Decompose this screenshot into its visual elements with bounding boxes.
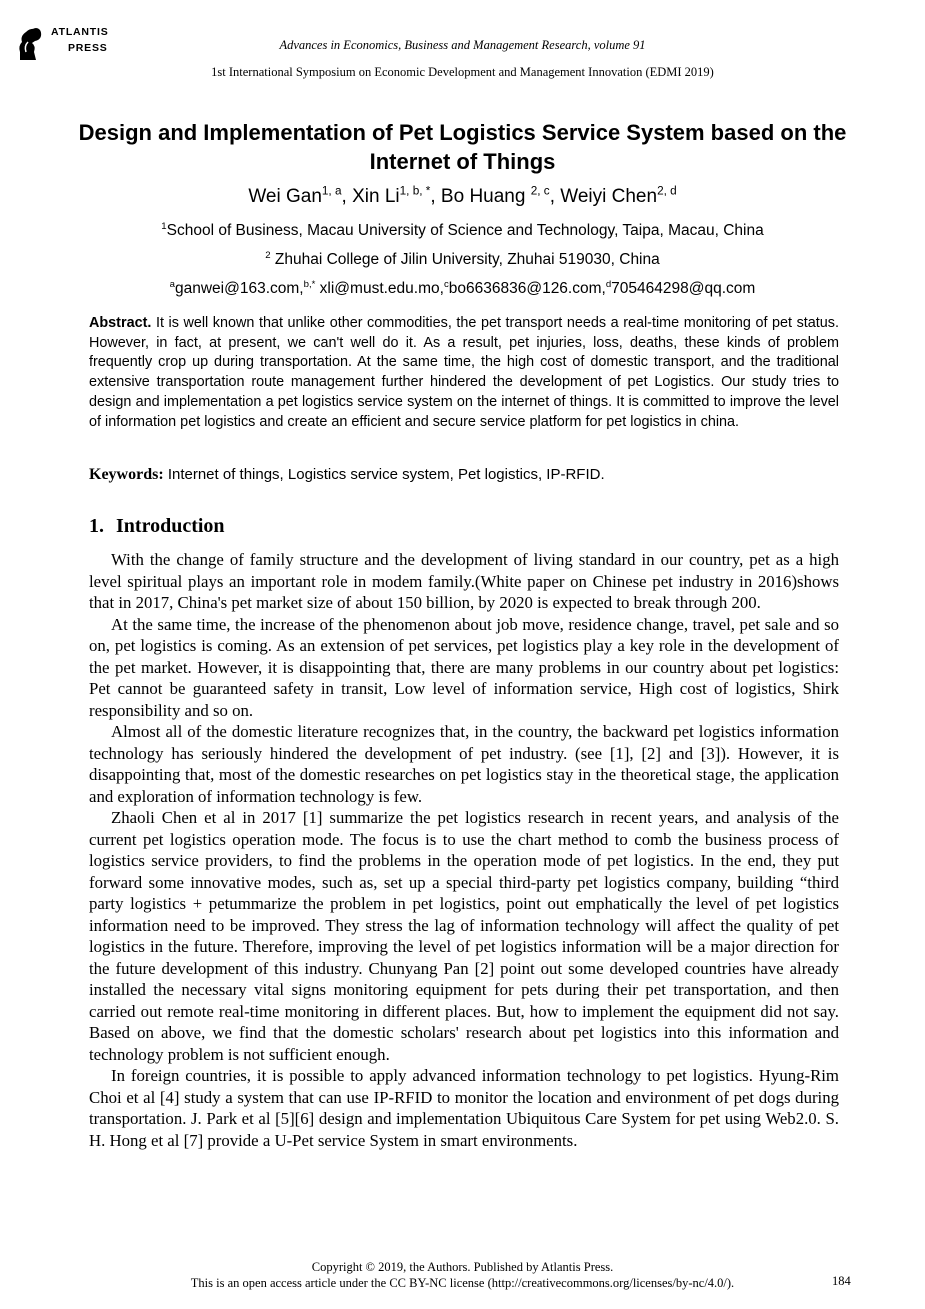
email-mark: c — [443, 278, 449, 290]
affiliation-text: Zhuhai College of Jilin University, Zhuhai 519030, China — [270, 251, 660, 268]
abstract-label: Abstract. — [89, 315, 152, 331]
author-affiliation-mark: 2, d — [657, 184, 677, 198]
page-number: 184 — [832, 1274, 851, 1288]
section-heading — [89, 515, 225, 538]
author-list — [0, 186, 925, 208]
paper-title: Design and Implementation of Pet Logistics Service System based on the Internet of Things — [78, 120, 847, 174]
affiliation-mark: 2 — [265, 249, 271, 261]
author-affiliation-mark: 1, b, * — [399, 184, 431, 198]
author-separator: , — [430, 186, 441, 207]
keywords-label: Keywords: — [89, 466, 164, 483]
affiliation-1 — [0, 222, 925, 240]
copyright-line: Copyright © 2019, the Authors. Published by Atlantis Press. — [311, 1260, 614, 1274]
email-address: bo6636836@126.com, — [448, 280, 606, 297]
email-mark: b,* — [303, 278, 316, 290]
affiliation-text: School of Business, Macau University of Science and Technology, Taipa, Macau, China — [166, 222, 764, 239]
author-name: Weiyi Chen — [560, 186, 658, 207]
author-affiliation-mark: 2, c — [530, 184, 550, 198]
email-mark: d — [605, 278, 612, 290]
copyright-footer — [0, 1259, 925, 1291]
license-line: This is an open access article under the CC BY-NC license (http://creativecommons.org/licenses/by-nc/4.0/). — [190, 1276, 735, 1290]
body-paragraph: Zhaoli Chen et al in 2017 [1] summarize the pet logistics research in recent years, and analysis of the current pet logistics operation mode. The focus is to use the chart method to comb the business process of logistics service providers, to find the problems in the operation mode of pet logistics. In the end, they put forward some innovative modes, such as, set up a special third-party pet logistics company, building “third party logistics + petummarize the problem in pet logistics, point out emphatically the level of pet logistics information need to be improved. They stress the lag of information technology will affect the quality of pet logistics in the future. Therefore, improving the level of pet logistics information will be a major direction for the future development of this industry. Chunyang Pan [2] point out some developed countries have already installed the necessary vital signs monitoring equipment for pets during their pet transportation, and then carried out remote real-time monitoring in different places. But, how to implement the equipment did not say. Based on above, we find that the domestic scholars' research about pet logistics into this information and technology problem is not sufficient enough. — [89, 808, 839, 1064]
logo-text-line1: ATLANTIS — [51, 26, 109, 38]
body-paragraph: In foreign countries, it is possible to apply advanced information technology to pet logistics. Hyung-Rim Choi et al [4] study a system that can use IP-RFID to monitor the location and environment of pet dogs during transportation. J. Park et al [5][6] design and implementation Ubiquitous Care System for pet using Web2.0. S. H. Hong et al [7] provide a U-Pet service System in smart environments. — [89, 1066, 839, 1150]
keywords-text: Internet of things, Logistics service system, Pet logistics, IP-RFID. — [163, 466, 605, 483]
email-address: 705464298@qq.com — [611, 280, 756, 297]
affiliation-mark: 1 — [161, 220, 167, 232]
email-address: xli@must.edu.mo, — [315, 280, 444, 297]
author-separator: , — [549, 186, 561, 207]
author-affiliation-mark: 1, a — [321, 184, 342, 198]
section-body — [89, 549, 839, 1151]
conference-header: 1st International Symposium on Economic Development and Management Innovation (EDMI 2019) — [211, 65, 714, 79]
body-paragraph: Almost all of the domestic literature recognizes that, in the country, the backward pet logistics information technology has seriously hindered the development of pet industry. (see [1], [2] and [3]). However, it is disappointing that, most of the domestic researches on pet logistics stay in the theoretical stage, the application and exploration of information technology is few. — [89, 722, 839, 806]
author-name: Bo Huang — [440, 186, 531, 207]
keywords — [89, 466, 839, 484]
journal-header: Advances in Economics, Business and Management Research, volume 91 — [279, 38, 646, 52]
email-list — [0, 280, 925, 298]
logo-text-line2: PRESS — [68, 42, 108, 54]
author-separator: , — [341, 186, 353, 207]
abstract-text: It is well known that unlike other commodities, the pet transport needs a real-time monitoring of pet status. However, in fact, at present, we can't well do it. As a result, pet injuries, loss, deaths, these kinds of problem frequently crop up during transportation. At the same time, the high cost of domestic transport, and the traditional extensive transportation route management further hindered the development of pet Logistics. Our study tries to design and implementation a pet logistics service system on the internet of things. It is committed to improve the level of information pet logistics and create an efficient and secure service platform for pet logistics in china. — [89, 315, 839, 430]
affiliation-2 — [0, 251, 925, 269]
author-name: Xin Li — [352, 186, 400, 207]
body-paragraph: With the change of family structure and the development of living standard in our country, pet as a high level spiritual plays an important role in modem family.(White paper on Chinese pet industry in 2016)shows that in 2017, China's pet market size of about 150 billion, by 2020 is expected to break through 200. — [89, 550, 839, 612]
email-mark: a — [169, 278, 175, 290]
email-address: ganwei@163.com, — [175, 280, 304, 297]
section-number: 1. — [89, 515, 104, 537]
body-paragraph: At the same time, the increase of the phenomenon about job move, residence change, travel, pet sale and so on, pet logistics is coming. As an extension of pet services, pet logistics play a key role in the development of the pet market. However, it is disappointing that, there are many problems in our country about pet logistics: Pet cannot be guaranteed safety in transit, Low level of information service, High cost of logistics, Shirk responsibility and so on. — [89, 614, 839, 720]
author-name: Wei Gan — [248, 186, 322, 207]
section-title: Introduction — [116, 515, 225, 537]
abstract — [89, 314, 839, 432]
